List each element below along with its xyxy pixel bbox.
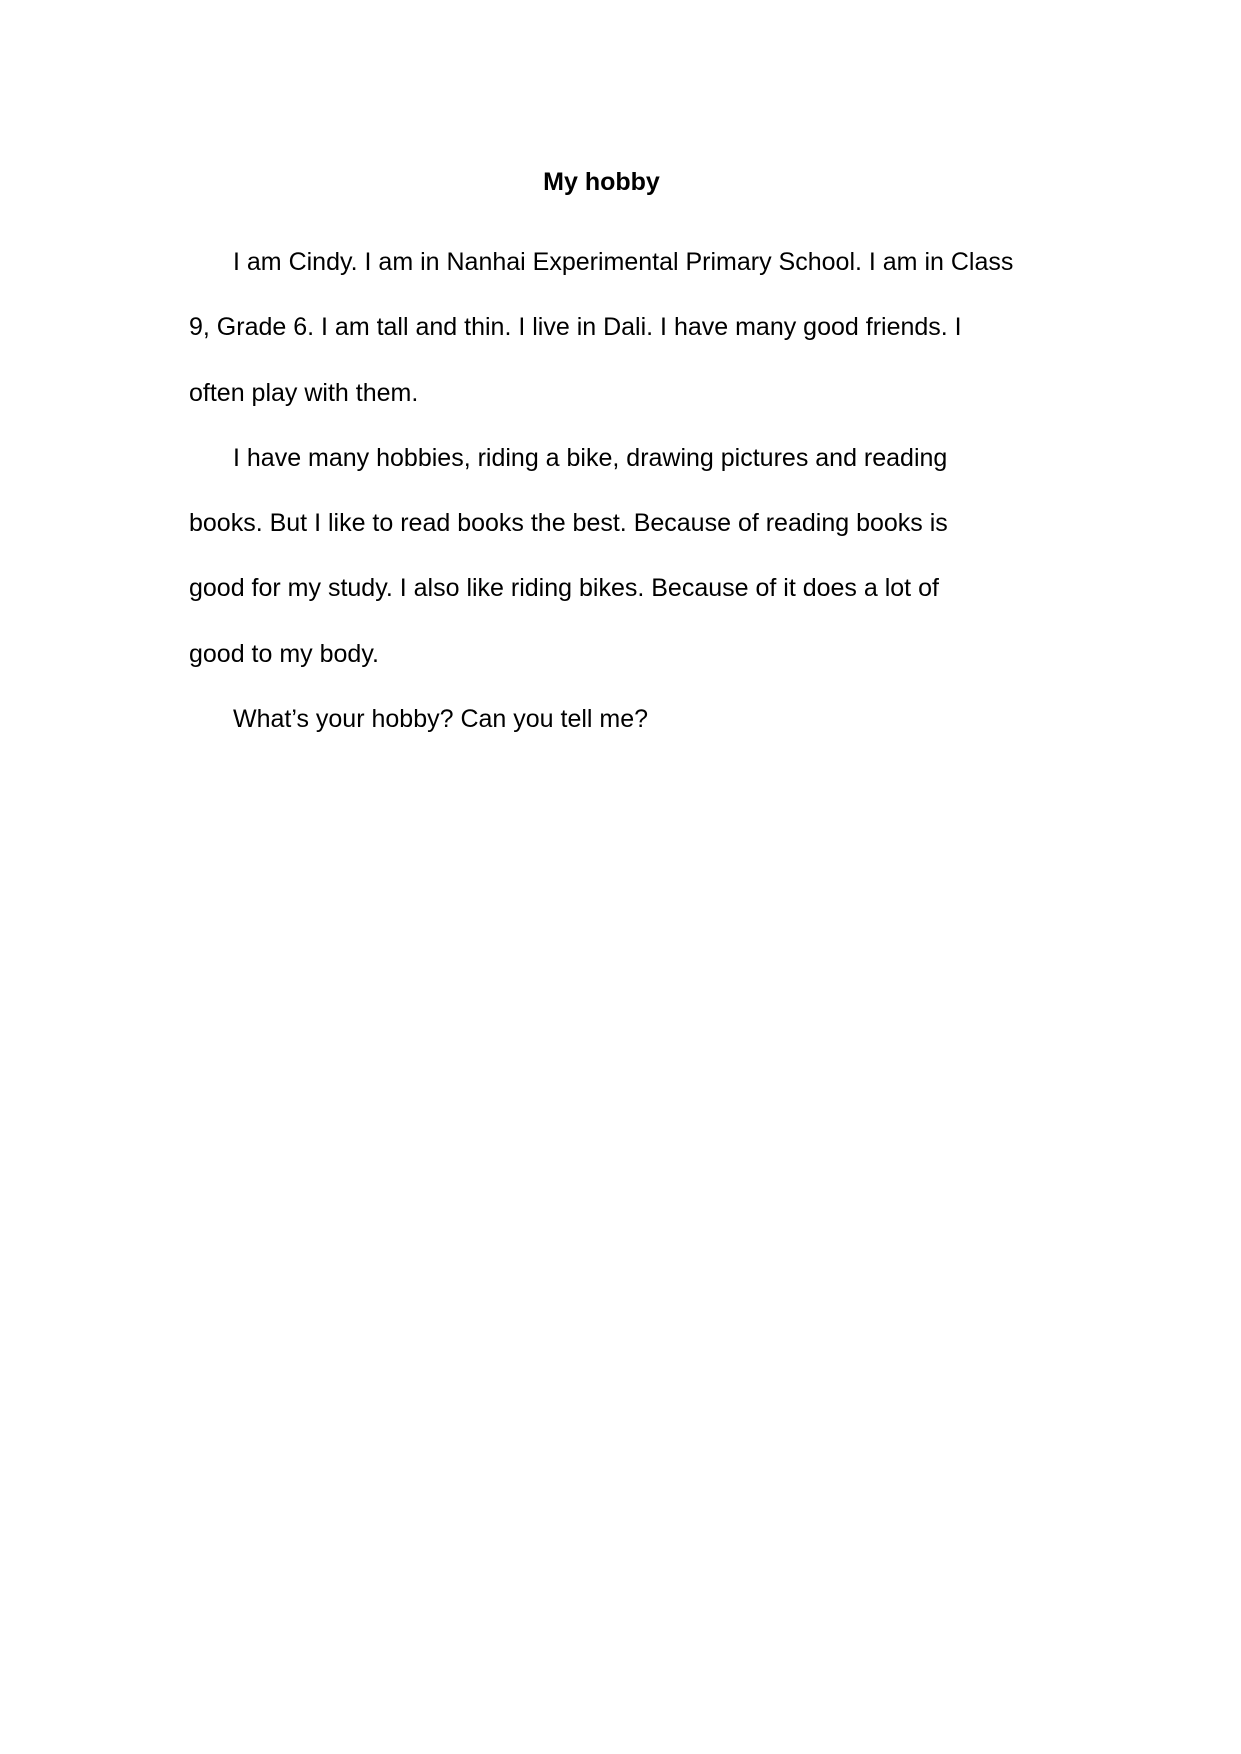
text-line: I am Cindy. I am in Nanhai Experimental Primary School. I am in Class: [233, 248, 1014, 276]
text-line: What’s your hobby? Can you tell me?: [233, 705, 649, 734]
text-line: often play with them.: [189, 378, 419, 407]
text-line: I have many hobbies, riding a bike, drawing pictures and reading: [233, 443, 948, 472]
paragraph-hobbies: [189, 426, 1059, 687]
text-line: books. But I like to read books the best. Because of reading books is: [189, 509, 948, 538]
text-line: 9, Grade 6. I am tall and thin. I live in Dali. I have many good friends. I: [189, 313, 962, 342]
text-line: good for my study. I also like riding bikes. Because of it does a lot of: [189, 574, 939, 603]
paragraph-intro: [189, 230, 1059, 426]
document-body: [189, 230, 1059, 752]
text-line: good to my body.: [189, 639, 379, 668]
paragraph-question: [189, 687, 1059, 752]
document-title: My hobby: [543, 168, 660, 196]
